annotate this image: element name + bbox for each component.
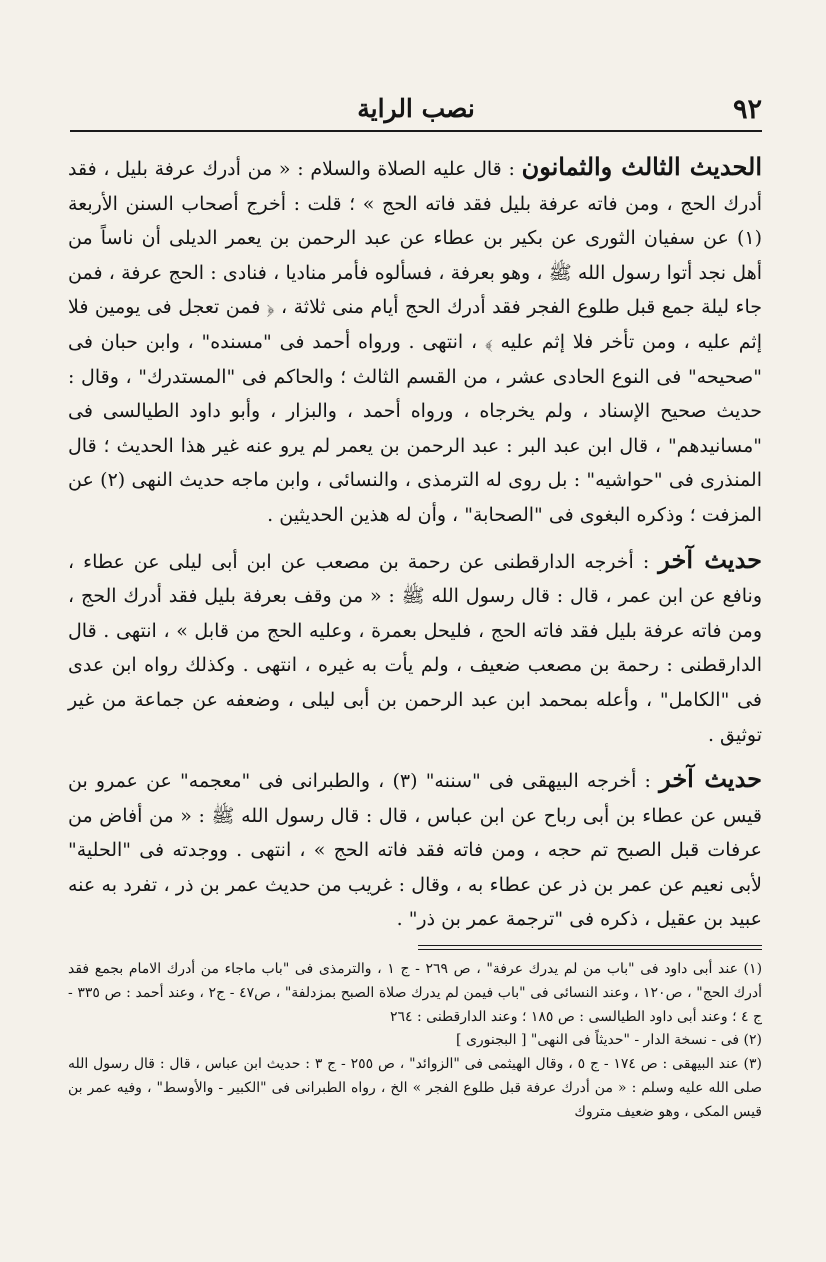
paragraph-text: : أخرجه البيهقى فى "سننه" (٣) ، والطبرانى فى "معجمه" عن عمرو بن قيس عن عطاء بن أبى رباح عن ابن عباس ، قال : قال رسول الله ﷺ : « من أفاض من عرفات قبل الصبح تم حجه ، ومن فاته فقد فاته الحج » ، انتهى . ووجدته فى "الحلية" لأبى نعيم عن عمر بن ذر عن عطاء به ، وقال : غريب من حديث عمر بن ذر ، تفرد به عنه عبيد بن عقيل ، ذكره فى "ترجمة عمر بن ذر" . bbox=[68, 770, 762, 931]
header-rule bbox=[70, 130, 762, 132]
paragraph-hadith-83 bbox=[68, 150, 762, 533]
footnote-divider bbox=[418, 945, 762, 950]
section-lead: حديث آخر bbox=[659, 764, 763, 794]
footnote-2: (٢) فى - نسخة الدار - "حديثاً فى النهى" [ البجنورى ] bbox=[456, 1032, 762, 1049]
running-title: نصب الراية bbox=[357, 94, 475, 123]
section-lead: حديث آخر bbox=[658, 544, 763, 574]
paragraph-text: : قال عليه الصلاة والسلام : « من أدرك عرفة بليل ، فقد أدرك الحج ، ومن فاته عرفة بليل فقد فاته الحج » ؛ قلت : أخرج أصحاب السنن الأربعة (١) عن سفيان الثورى عن بكير بن عطاء عن عبد الرحمن بن يعمر الديلى أن ناساً من أهل نجد أتوا رسول الله ﷺ ، وهو بعرفة ، فسألوه فأمر مناديا ، فنادى : الحج عرفة ، فمن جاء ليلة جمع قبل طلوع الفجر فقد أدرك الحج أيام منى ثلاثة ، ﴿ فمن تعجل فى يومين فلا إثم عليه ، ومن تأخر فلا إثم عليه ﴾ ، انتهى . ورواه أحمد فى "مسنده" ، وابن حبان فى "صحيحه" فى النوع الحادى عشر ، من القسم الثالث ؛ والحاكم فى "المستدرك" ، وقال : حديث صحيح الإسناد ، ولم يخرجاه ، ورواه أحمد ، والبزار ، وأبو داود الطيالسى فى "مسانيدهم" ، قال ابن عبد البر : عبد الرحمن بن يعمر لم يرو عنه غير هذا الحديث ؛ قال المنذرى فى "حواشيه" : بل روى له الترمذى ، والنسائى ، وابن ماجه حديث النهى (٢) عن المزفت ؛ وذكره البغوى فى "الصحابة" ، وأن له هذين الحديثين . bbox=[68, 158, 763, 526]
page-number: ٩٢ bbox=[732, 94, 762, 125]
section-lead: الحديث الثالث والثمانون bbox=[521, 152, 763, 181]
paragraph-another-hadith-1 bbox=[68, 543, 762, 753]
footnotes bbox=[68, 958, 762, 1125]
page-header bbox=[70, 88, 762, 132]
paragraph-text: : أخرجه الدارقطنى عن رحمة بن مصعب عن ابن أبى ليلى عن عطاء ، ونافع عن ابن عمر ، قال : قال رسول الله ﷺ : « من وقف بعرفة بليل فقد أدرك الحج ، ومن فاته عرفة بليل فقد فاته الحج ، فليحل بعمرة ، وعليه الحج من قابل » ، انتهى . قال الدارقطنى : رحمة بن مصعب ضعيف ، ولم يأت به غيره ، انتهى . وكذلك رواه ابن عدى فى "الكامل" ، وأعله بمحمد ابن عبد الرحمن بن أبى ليلى ، وضعفه عن جماعة من غير توثيق . bbox=[68, 550, 762, 746]
footnote-1: (١) عند أبى داود فى "باب من لم يدرك عرفة" ، ص ٢٦٩ - ج ١ ، والترمذى فى "باب ماجاء من أدرك الامام بجمع فقد أدرك الحج" ، ص١٢٠ ، وعند النسائى فى "باب فيمن لم يدرك صلاة الصبح بمزدلفة" ، ص٤٧ - ج٢ ، وعند أحمد : ص ٣٣٥ - ج ٤ ؛ وعند أبى داود الطيالسى : ص ١٨٥ ؛ وعند الدارقطنى : ٢٦٤ bbox=[68, 961, 763, 1025]
footnote-3: (٣) عند البيهقى : ص ١٧٤ - ج ٥ ، وقال الهيثمى فى "الزوائد" ، ص ٢٥٥ - ج ٣ : حديث ابن عباس ، قال : قال رسول الله صلى الله عليه وسلم : « من أدرك عرفة قبل طلوع الفجر » الخ ، رواه الطبرانى فى "الكبير - والأوسط" ، وفيه عمر بن قيس المكى ، وهو ضعيف متروك bbox=[68, 1056, 762, 1120]
paragraph-another-hadith-2 bbox=[68, 762, 762, 937]
main-text bbox=[68, 150, 762, 937]
